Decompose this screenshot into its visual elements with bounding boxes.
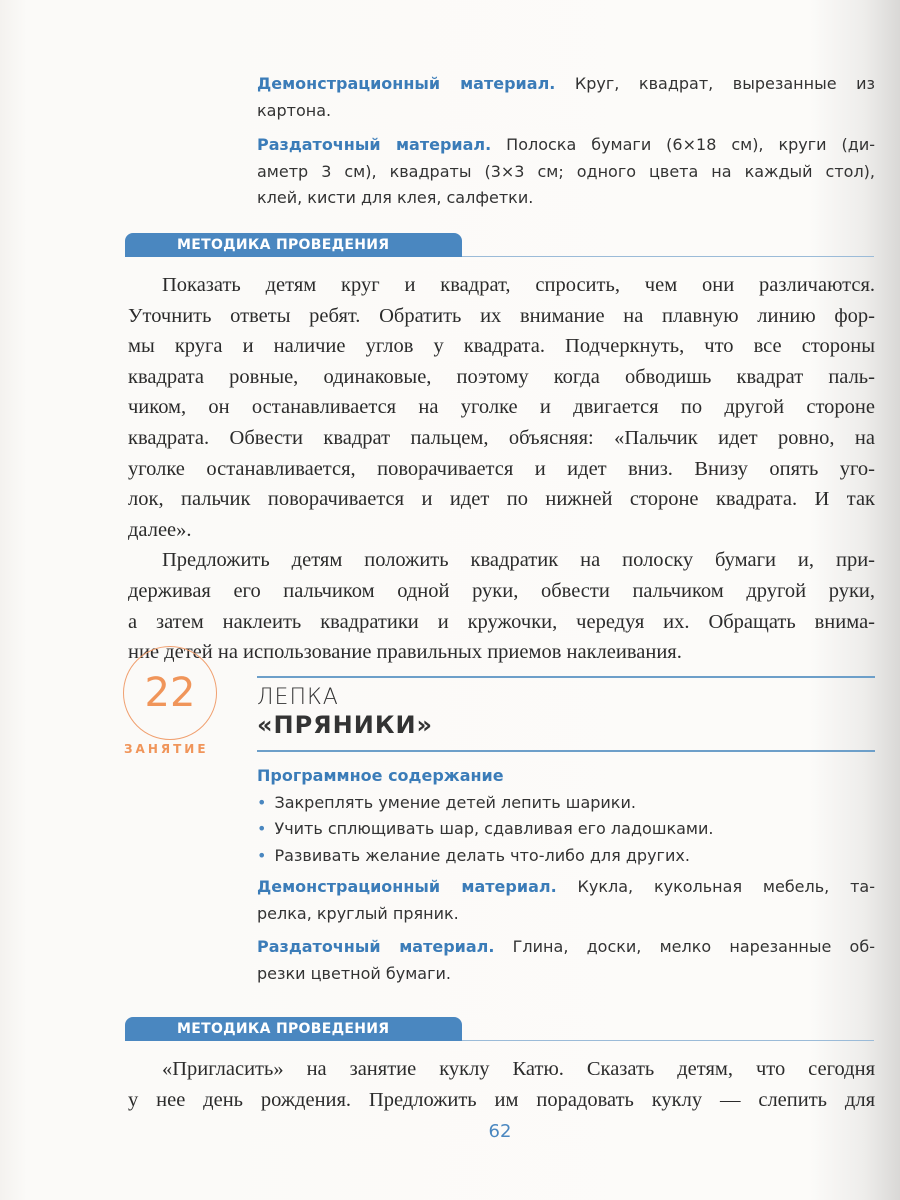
bullet-item: • Закреплять умение детей лепить шарики.: [257, 790, 875, 817]
text-line: картона.: [257, 100, 332, 120]
program-heading: Программное содержание: [257, 766, 504, 785]
lesson-title: «ПРЯНИКИ»: [257, 711, 434, 739]
text-line: лок, пальчик поворачивается и идет по нижней стороне квадрата. И так: [128, 488, 875, 511]
section-banner-method: [125, 1017, 875, 1041]
text-line: у нее день рождения. Предложить им порадовать куклу — слепить для: [128, 1088, 875, 1111]
lesson-label: ЗАНЯТИЕ: [124, 742, 209, 756]
text-line: далее».: [128, 518, 192, 541]
lesson-subject: ЛЕПКА: [257, 685, 339, 710]
text-line: мы круга и наличие углов у квадрата. Подчеркнуть, что все стороны: [128, 335, 875, 358]
text-line: квадрата ровные, одинаковые, поэтому когда обводишь квадрат паль-: [128, 365, 875, 388]
divider: [257, 676, 875, 678]
text-line: Предложить детям положить квадратик на полоску бумаги и, при-: [162, 549, 875, 572]
demo-material: Демонстрационный материал. Круг, квадрат, вырезанные из: [257, 74, 876, 93]
text-line: релка, круглый пряник.: [257, 903, 459, 923]
text-line: квадрата. Обвести квадрат пальцем, объясняя: «Пальчик идет ровно, на: [128, 426, 875, 449]
text-line: Уточнить ответы ребят. Обратить их внимание на плавную линию фор-: [128, 304, 875, 327]
text-line: «Пригласить» на занятие куклу Катю. Сказать детям, что сегодня: [162, 1058, 875, 1080]
text-line: чиком, он останавливается на уголке и двигается по другой стороне: [128, 396, 875, 419]
text-line: аметр 3 см), квадраты (3×3 см; одного цвета на каждый стол),: [257, 161, 875, 181]
banner-label: МЕТОДИКА ПРОВЕДЕНИЯ: [125, 1017, 462, 1041]
method-text-2: [128, 1054, 875, 1115]
lesson-number-circle: [123, 646, 217, 740]
top-materials: [257, 71, 875, 212]
divider: [462, 256, 874, 257]
divider: [462, 1040, 874, 1041]
handout-material: Раздаточный материал. Полоска бумаги (6×18 см), круги (ди-: [257, 135, 875, 154]
handout-material: Раздаточный материал. Глина, доски, мелко нарезанные об-: [257, 937, 875, 956]
text-line: а затем наклеить квадратики и кружочки, чередуя их. Обращать внима-: [128, 610, 875, 633]
banner-label: МЕТОДИКА ПРОВЕДЕНИЯ: [125, 233, 462, 257]
section-banner-method: [125, 233, 875, 257]
page-number: 62: [488, 1121, 512, 1142]
text-line: держивая его пальчиком одной руки, обвести пальчиком другой руки,: [128, 579, 875, 602]
bullet-item: • Учить сплющивать шар, сдавливая его ладошками.: [257, 816, 875, 843]
bullet-item: • Развивать желание делать что-либо для других.: [257, 843, 875, 870]
lesson-materials: [257, 763, 875, 987]
text-line: уголке останавливается, поворачивается и идет вниз. Внизу опять уго-: [128, 457, 875, 480]
text-line: ние детей на использование правильных приемов наклеивания.: [128, 641, 682, 664]
method-text-1: [128, 270, 875, 668]
text-line: клей, кисти для клея, салфетки.: [257, 188, 534, 207]
divider: [257, 750, 875, 752]
text-line: резки цветной бумаги.: [257, 963, 451, 983]
demo-material: Демонстрационный материал. Кукла, кукольная мебель, та-: [257, 877, 875, 896]
text-line: Показать детям круг и квадрат, спросить, чем они различаются.: [162, 274, 875, 296]
lesson-number: 22: [144, 670, 196, 716]
